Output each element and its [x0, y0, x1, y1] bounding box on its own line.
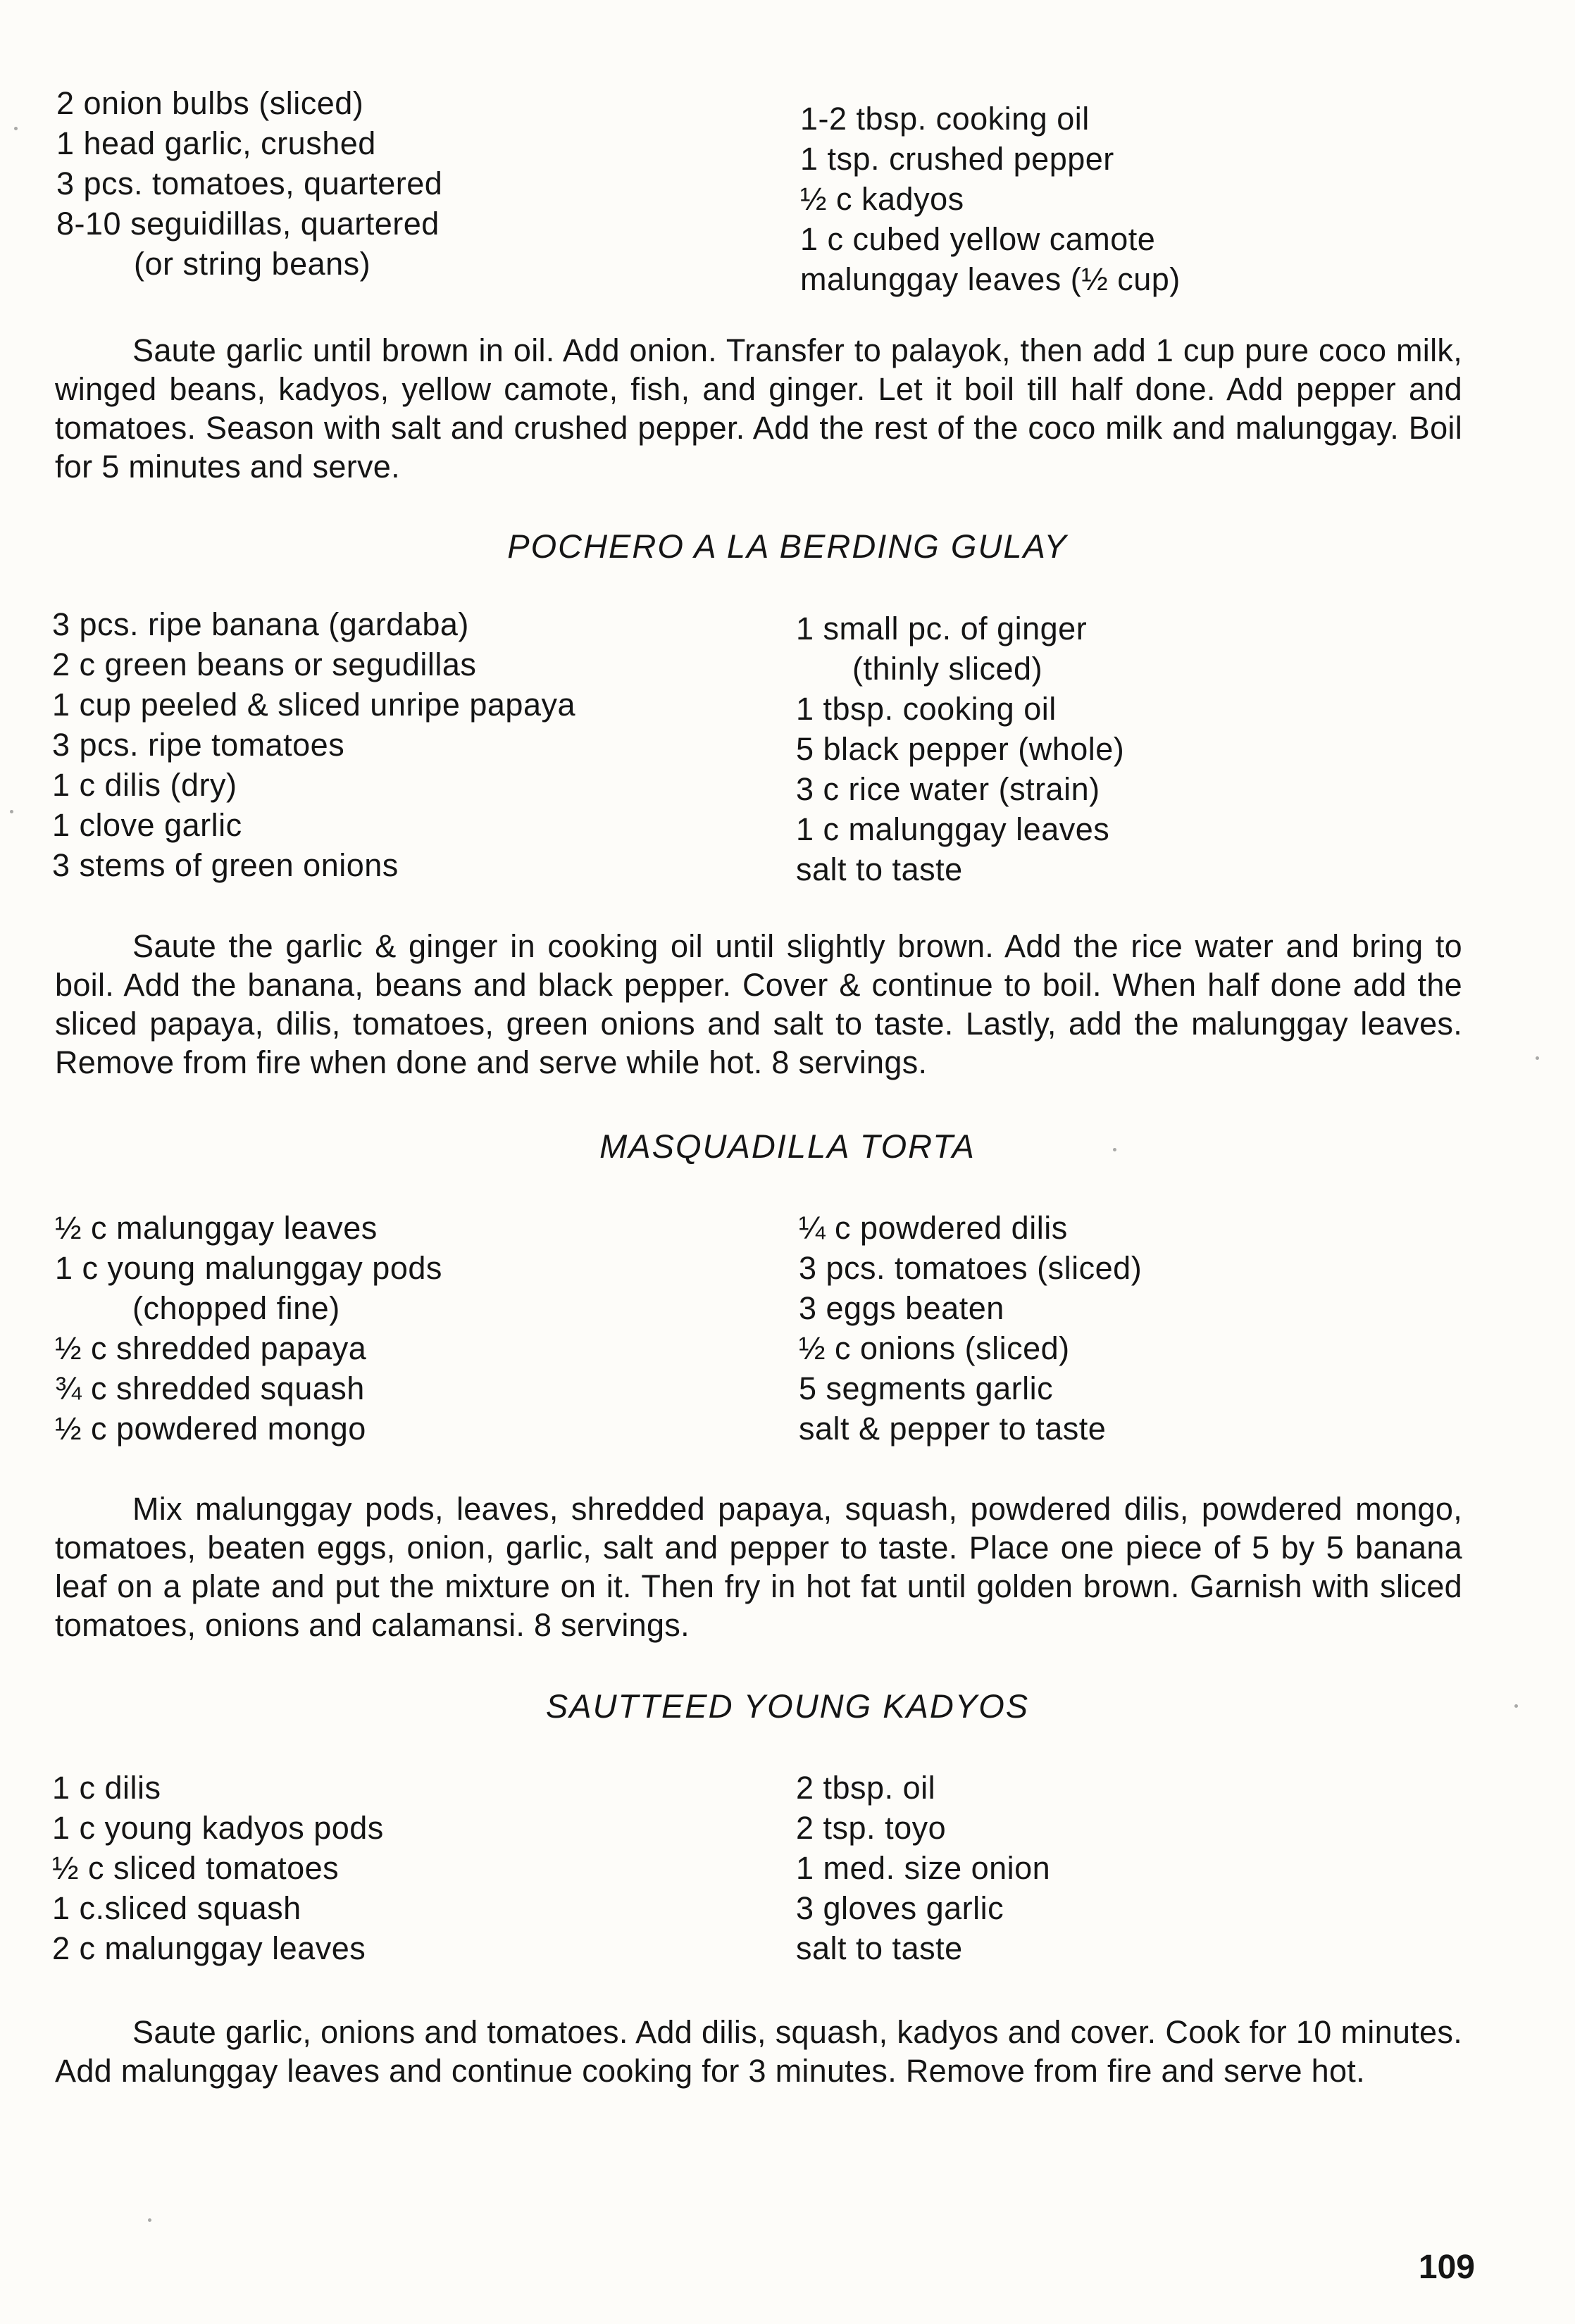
- ingredient: 1 c young malunggay pods: [55, 1250, 442, 1286]
- scan-speck: [1514, 1704, 1518, 1708]
- ingredient: 1 c malunggay leaves: [796, 811, 1110, 847]
- ingredient: 3 pcs. tomatoes, quartered: [56, 165, 443, 201]
- ingredient: 1 c dilis: [52, 1770, 161, 1806]
- recipe2-title: MASQUADILLA TORTA: [599, 1127, 976, 1165]
- method-text: Saute garlic, onions and tomatoes. Add dilis, squash, kadyos and cover. Cook for 10 minutes. Add malunggay leaves and continue cooking for 3 minutes. Remove from fire and serve hot.: [55, 2014, 1462, 2089]
- recipe2-method: [55, 1489, 1462, 1644]
- ingredient: 3 stems of green onions: [52, 847, 399, 883]
- ingredient: 1 c.sliced squash: [52, 1890, 301, 1926]
- recipe0-ingredients-left: [56, 83, 442, 284]
- scan-speck: [148, 2218, 151, 2222]
- ingredient: 1 tbsp. cooking oil: [796, 691, 1057, 727]
- ingredient: ½ c kadyos: [800, 181, 964, 217]
- recipe2-ingredients-left: [55, 1208, 442, 1449]
- ingredient: 1 tsp. crushed pepper: [800, 141, 1114, 177]
- ingredient: 3 c rice water (strain): [796, 771, 1100, 807]
- recipe3-ingredients-left: [52, 1768, 384, 1968]
- ingredient: 1 clove garlic: [52, 807, 242, 843]
- ingredient: 1 med. size onion: [796, 1850, 1051, 1886]
- method-text: Mix malunggay pods, leaves, shredded papaya, squash, powdered dilis, powdered mongo, tomatoes, beaten eggs, onion, garlic, salt and pepper to taste. Place one piece of 5 by 5 banana leaf on a plate and put the mixture on it. Then fry in hot fat until golden brown. Garnish with sliced tomatoes, onions and calamansi. 8 servings.: [55, 1491, 1462, 1643]
- ingredient: 2 onion bulbs (sliced): [56, 85, 364, 121]
- ingredient: 2 tsp. toyo: [796, 1810, 947, 1846]
- scan-speck: [14, 127, 18, 130]
- recipe1-ingredients-left: [52, 604, 575, 885]
- recipe3-title: SAUTTEED YOUNG KADYOS: [545, 1687, 1030, 1725]
- scan-speck: [10, 810, 13, 813]
- ingredient: salt to taste: [796, 851, 963, 887]
- ingredient: ¾ c shredded squash: [55, 1370, 365, 1406]
- recipe1-title: POCHERO A LA BERDING GULAY: [507, 527, 1068, 565]
- method-text: Saute garlic until brown in oil. Add onion. Transfer to palayok, then add 1 cup pure coco milk, winged beans, kadyos, yellow camote, fish, and ginger. Let it boil till half done. Add pepper and tomatoes. Season with salt and crushed pepper. Add the rest of the coco milk and malunggay. Boil for 5 minutes and serve.: [55, 332, 1462, 485]
- ingredient: 2 c green beans or segudillas: [52, 646, 477, 682]
- ingredient: 1 cup peeled & sliced unripe papaya: [52, 687, 576, 723]
- ingredient: malunggay leaves (½ cup): [800, 261, 1181, 297]
- ingredient: 3 pcs. tomatoes (sliced): [799, 1250, 1143, 1286]
- ingredient: 1 c young kadyos pods: [52, 1810, 384, 1846]
- ingredient: salt & pepper to taste: [799, 1411, 1107, 1447]
- ingredient: 3 eggs beaten: [799, 1290, 1004, 1326]
- ingredient: 3 pcs. ripe banana (gardaba): [52, 606, 469, 642]
- ingredient: (thinly sliced): [852, 651, 1043, 687]
- ingredient: (or string beans): [134, 246, 371, 282]
- page-number: 109: [1418, 2249, 1475, 2286]
- recipe0-ingredients-right: [800, 99, 1181, 299]
- ingredient: 2 tbsp. oil: [796, 1770, 936, 1806]
- method-text: Saute the garlic & ginger in cooking oil until slightly brown. Add the rice water and bring to boil. Add the banana, beans and black pepper. Cover & continue to boil. When half done add the sliced papaya, dilis, tomatoes, green onions and salt to taste. Lastly, add the malunggay leaves. Remove from fire when done and serve while hot. 8 servings.: [55, 928, 1462, 1080]
- ingredient: 1 head garlic, crushed: [56, 125, 376, 161]
- ingredient: 1 c cubed yellow camote: [800, 221, 1156, 257]
- ingredient: ½ c onions (sliced): [799, 1330, 1070, 1366]
- ingredient: ½ c shredded papaya: [55, 1330, 367, 1366]
- ingredient: (chopped fine): [132, 1290, 340, 1326]
- scan-speck: [1536, 1056, 1539, 1060]
- ingredient: ½ c sliced tomatoes: [52, 1850, 340, 1886]
- ingredient: 5 black pepper (whole): [796, 731, 1125, 767]
- ingredient: 8-10 seguidillas, quartered: [56, 206, 440, 242]
- recipe1-method: [55, 927, 1462, 1082]
- recipe3-ingredients-right: [796, 1768, 1050, 1968]
- scan-speck: [1113, 1148, 1116, 1151]
- ingredient: 1 c dilis (dry): [52, 767, 237, 803]
- ingredient: 2 c malunggay leaves: [52, 1930, 366, 1966]
- ingredient: ½ c malunggay leaves: [55, 1210, 378, 1246]
- recipe2-ingredients-right: [799, 1208, 1142, 1449]
- ingredient: 3 pcs. ripe tomatoes: [52, 727, 345, 763]
- ingredient: salt to taste: [796, 1930, 963, 1966]
- ingredient: 1 small pc. of ginger: [796, 611, 1088, 646]
- ingredient: 3 gloves garlic: [796, 1890, 1004, 1926]
- ingredient: ¼ c powdered dilis: [799, 1210, 1068, 1246]
- ingredient: ½ c powdered mongo: [55, 1411, 366, 1447]
- recipe0-method: [55, 331, 1462, 486]
- ingredient: 1-2 tbsp. cooking oil: [800, 101, 1090, 137]
- recipe3-method: [55, 2013, 1462, 2090]
- ingredient: 5 segments garlic: [799, 1370, 1054, 1406]
- recipe1-ingredients-right: [796, 608, 1124, 889]
